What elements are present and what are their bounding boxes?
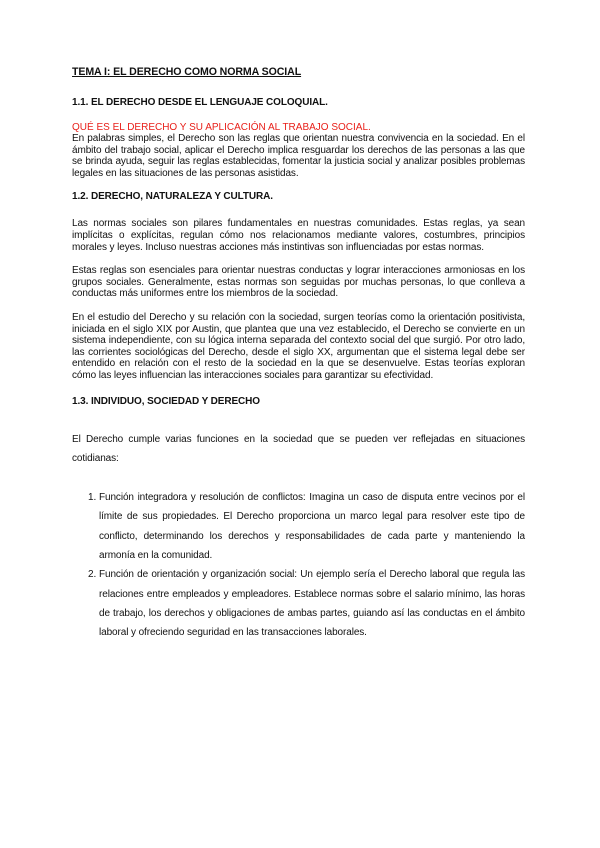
list-item-text: Función de orientación y organización social: Un ejemplo sería el Derecho laboral que regula las relaciones entre empleados y empleadores. Establece normas sobre el salario mínimo, las horas de trabajo, los derechos y obligaciones de ambas partes, guiando así las conductas en el ámbito laboral y ofreciendo seguridad en las transacciones laborales. [99,569,525,639]
section-1-paragraph: En palabras simples, el Derecho son las reglas que orientan nuestra convivencia en la sociedad. En el ámbito del trabajo social, aplicar el Derecho implica resguardar los derechos de las personas a las que se brinda ayuda, seguir las reglas establecidas, fomentar la justicia social y analizar posibles problemas legales en las situaciones de las personas asistidas. [72,133,525,179]
section-2-paragraph-3: En el estudio del Derecho y su relación con la sociedad, surgen teorías como la orientación positivista, iniciada en el siglo XIX por Austin, que plantea que una vez establecido, el Derecho se convierte en un sistema independiente, con su lógica interna separada del contexto social del que surgió. Por otro lado, las corrientes sociológicas del Derecho, desde el siglo XX, argumentan que el sistema legal debe ser entendido en relación con el resto de la sociedad en la que se desenvuelve. Estas teorías exploran cómo las leyes influencian las interacciones sociales para garantizar su efectividad. [72,311,525,381]
list-item-number: 2. [88,569,97,581]
document-page [72,66,525,642]
list-item-text: Función integradora y resolución de conflictos: Imagina un caso de disputa entre vecinos por el límite de sus propiedades. El Derecho proporciona un marco legal para resolver este tipo de conflicto, determinando los derechos y responsabilidades de cada parte y manteniendo la armonía en la comunidad. [99,492,525,561]
section-1-subheading: QUÉ ES EL DERECHO Y SU APLICACIÓN AL TRABAJO SOCIAL. [72,122,371,133]
section-1-heading: 1.1. EL DERECHO DESDE EL LENGUAJE COLOQUIAL. [72,97,328,108]
section-3-paragraph: El Derecho cumple varias funciones en la sociedad que se pueden ver reflejadas en situaciones cotidianas: [72,433,525,464]
document-title: TEMA I: EL DERECHO COMO NORMA SOCIAL [72,66,302,78]
section-2-paragraph-1: Las normas sociales son pilares fundamentales en nuestras comunidades. Estas reglas, ya sean implícitas o explícitas, regulan cómo nos relacionamos mediante valores, costumbres, principios morales y leyes. Incluso nuestras acciones más instintivas son influenciadas por estas normas. [72,218,525,253]
list-item [72,565,525,642]
functions-list [72,488,525,642]
section-2-heading: 1.2. DERECHO, NATURALEZA Y CULTURA. [72,191,273,203]
section-3-heading: 1.3. INDIVIDUO, SOCIEDAD Y DERECHO [72,395,260,407]
list-item-number: 1. [88,492,97,504]
list-item [72,488,525,565]
section-2-paragraph-2: Estas reglas son esenciales para orientar nuestras conductas y lograr interacciones armoniosas en los grupos sociales. Generalmente, estas normas son seguidas por muchas personas, lo que conlleva a conductas más uniformes entre los miembros de la sociedad. [72,265,525,300]
